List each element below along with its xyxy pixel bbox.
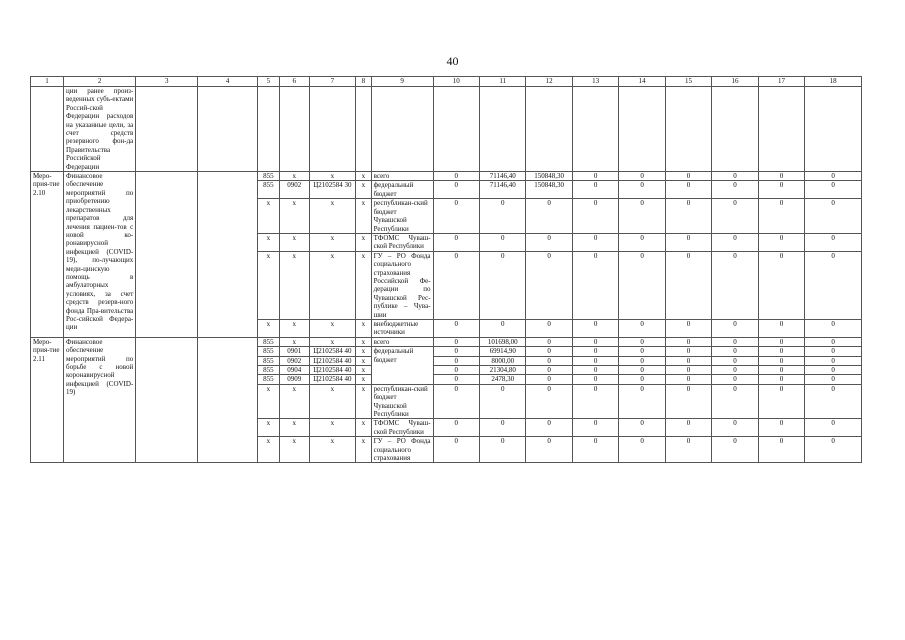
section-code: x bbox=[279, 319, 309, 337]
grbs-code: x bbox=[258, 419, 280, 437]
amount-value: 0 bbox=[480, 233, 526, 251]
section-code: x bbox=[279, 199, 309, 234]
grbs-code: x bbox=[258, 384, 280, 419]
amount-value: 0 bbox=[758, 437, 804, 463]
empty-cell bbox=[805, 87, 862, 172]
column-header-8: 8 bbox=[356, 77, 371, 87]
amount-value: 0 bbox=[619, 356, 665, 365]
column-header-6: 6 bbox=[279, 77, 309, 87]
amount-value: 0 bbox=[712, 337, 758, 346]
amount-value: 0 bbox=[665, 347, 711, 356]
empty-cell bbox=[136, 87, 198, 172]
expense-type-code: x bbox=[356, 384, 371, 419]
amount-value: 0 bbox=[665, 366, 711, 375]
amount-value: 0 bbox=[433, 356, 479, 365]
target-article-code: x bbox=[309, 319, 355, 337]
amount-value: 0 bbox=[805, 337, 862, 346]
column-header-17: 17 bbox=[758, 77, 804, 87]
empty-cell bbox=[31, 87, 64, 172]
amount-value: 0 bbox=[480, 419, 526, 437]
section-code: x bbox=[279, 251, 309, 319]
amount-value: 0 bbox=[433, 181, 479, 199]
funding-source: ТФОМС Чуваш-ской Республики bbox=[371, 419, 433, 437]
amount-value: 0 bbox=[526, 375, 572, 384]
amount-value: 2478,30 bbox=[480, 375, 526, 384]
amount-value: 0 bbox=[433, 251, 479, 319]
expense-type-code: x bbox=[356, 419, 371, 437]
expense-type-code: x bbox=[356, 337, 371, 346]
amount-value: 0 bbox=[712, 356, 758, 365]
amount-value: 0 bbox=[619, 375, 665, 384]
amount-value: 0 bbox=[712, 384, 758, 419]
empty-cell bbox=[526, 87, 572, 172]
grbs-code: x bbox=[258, 233, 280, 251]
column-header-11: 11 bbox=[480, 77, 526, 87]
amount-value: 0 bbox=[433, 172, 479, 181]
event-label: Меро-прия-тие 2.11 bbox=[31, 337, 64, 463]
amount-value: 0 bbox=[480, 384, 526, 419]
amount-value: 0 bbox=[572, 172, 618, 181]
section-code: 0901 bbox=[279, 347, 309, 356]
amount-value: 0 bbox=[619, 384, 665, 419]
amount-value: 0 bbox=[805, 233, 862, 251]
amount-value: 0 bbox=[758, 199, 804, 234]
amount-value: 0 bbox=[712, 199, 758, 234]
amount-value: 0 bbox=[712, 347, 758, 356]
column-header-3: 3 bbox=[136, 77, 198, 87]
expense-type-code: x bbox=[356, 437, 371, 463]
column-header-4: 4 bbox=[198, 77, 258, 87]
target-article-code: Ц2102584 40 bbox=[309, 366, 355, 375]
amount-value: 0 bbox=[758, 319, 804, 337]
amount-value: 0 bbox=[619, 337, 665, 346]
amount-value: 0 bbox=[712, 419, 758, 437]
expense-type-code: x bbox=[356, 251, 371, 319]
amount-value: 0 bbox=[712, 319, 758, 337]
amount-value: 0 bbox=[619, 251, 665, 319]
column-header-7: 7 bbox=[309, 77, 355, 87]
target-article-code: x bbox=[309, 384, 355, 419]
expense-type-code: x bbox=[356, 356, 371, 365]
amount-value: 0 bbox=[480, 251, 526, 319]
amount-value: 0 bbox=[433, 319, 479, 337]
table-row bbox=[31, 337, 862, 346]
amount-value: 0 bbox=[480, 199, 526, 234]
column-header-10: 10 bbox=[433, 77, 479, 87]
amount-value: 0 bbox=[805, 375, 862, 384]
target-article-code: x bbox=[309, 419, 355, 437]
section-code: 0909 bbox=[279, 375, 309, 384]
funding-source: ТФОМС Чуваш-ской Республики bbox=[371, 233, 433, 251]
amount-value: 0 bbox=[712, 233, 758, 251]
amount-value: 0 bbox=[572, 337, 618, 346]
empty-cell bbox=[480, 87, 526, 172]
section-code: x bbox=[279, 437, 309, 463]
amount-value: 0 bbox=[805, 199, 862, 234]
amount-value: 0 bbox=[480, 437, 526, 463]
amount-value: 0 bbox=[712, 172, 758, 181]
grbs-code: x bbox=[258, 199, 280, 234]
empty-cell bbox=[433, 87, 479, 172]
amount-value: 0 bbox=[805, 181, 862, 199]
amount-value: 0 bbox=[572, 437, 618, 463]
amount-value: 0 bbox=[572, 347, 618, 356]
amount-value: 0 bbox=[712, 375, 758, 384]
continuation-row bbox=[31, 87, 862, 172]
funding-source: федеральный бюджет bbox=[371, 347, 433, 385]
amount-value: 0 bbox=[665, 181, 711, 199]
amount-value: 21304,80 bbox=[480, 366, 526, 375]
amount-value: 0 bbox=[433, 347, 479, 356]
amount-value: 0 bbox=[572, 384, 618, 419]
amount-value: 0 bbox=[572, 419, 618, 437]
grbs-code: 855 bbox=[258, 356, 280, 365]
amount-value: 0 bbox=[758, 366, 804, 375]
amount-value: 0 bbox=[433, 366, 479, 375]
amount-value: 0 bbox=[665, 375, 711, 384]
section-code: x bbox=[279, 233, 309, 251]
event-label: Меро-прия-тие 2.10 bbox=[31, 172, 64, 338]
amount-value: 0 bbox=[619, 366, 665, 375]
amount-value: 0 bbox=[572, 181, 618, 199]
target-article-code: x bbox=[309, 233, 355, 251]
grbs-code: 855 bbox=[258, 181, 280, 199]
amount-value: 0 bbox=[433, 199, 479, 234]
grbs-code: 855 bbox=[258, 347, 280, 356]
amount-value: 0 bbox=[572, 199, 618, 234]
amount-value: 0 bbox=[526, 437, 572, 463]
empty-cell bbox=[619, 87, 665, 172]
amount-value: 0 bbox=[572, 233, 618, 251]
amount-value: 0 bbox=[572, 319, 618, 337]
expense-type-code: x bbox=[356, 366, 371, 375]
funding-source: ГУ – РО Фонда социального страхования bbox=[371, 437, 433, 463]
amount-value: 0 bbox=[805, 384, 862, 419]
target-article-code: Ц2102584 40 bbox=[309, 356, 355, 365]
amount-value: 0 bbox=[619, 319, 665, 337]
expense-type-code: x bbox=[356, 233, 371, 251]
amount-value: 71146,40 bbox=[480, 172, 526, 181]
empty-cell bbox=[198, 337, 258, 463]
amount-value: 0 bbox=[526, 233, 572, 251]
page-number: 40 bbox=[446, 54, 459, 68]
empty-cell bbox=[198, 172, 258, 338]
amount-value: 0 bbox=[805, 251, 862, 319]
amount-value: 0 bbox=[805, 437, 862, 463]
section-code: x bbox=[279, 384, 309, 419]
empty-cell bbox=[136, 172, 198, 338]
amount-value: 0 bbox=[758, 375, 804, 384]
empty-cell bbox=[572, 87, 618, 172]
amount-value: 0 bbox=[526, 251, 572, 319]
amount-value: 0 bbox=[526, 356, 572, 365]
column-header-13: 13 bbox=[572, 77, 618, 87]
empty-cell bbox=[665, 87, 711, 172]
column-header-1: 1 bbox=[31, 77, 64, 87]
amount-value: 0 bbox=[526, 384, 572, 419]
empty-cell bbox=[309, 87, 355, 172]
column-header-9: 9 bbox=[371, 77, 433, 87]
target-article-code: x bbox=[309, 172, 355, 181]
amount-value: 0 bbox=[433, 337, 479, 346]
target-article-code: Ц2102584 40 bbox=[309, 347, 355, 356]
amount-value: 0 bbox=[805, 356, 862, 365]
amount-value: 0 bbox=[433, 375, 479, 384]
amount-value: 0 bbox=[665, 337, 711, 346]
section-code: 0904 bbox=[279, 366, 309, 375]
section-code: x bbox=[279, 419, 309, 437]
amount-value: 0 bbox=[526, 337, 572, 346]
column-header-18: 18 bbox=[805, 77, 862, 87]
column-header-15: 15 bbox=[665, 77, 711, 87]
amount-value: 8000,00 bbox=[480, 356, 526, 365]
amount-value: 0 bbox=[572, 251, 618, 319]
amount-value: 0 bbox=[526, 366, 572, 375]
expense-type-code: x bbox=[356, 199, 371, 234]
section-code: x bbox=[279, 337, 309, 346]
amount-value: 0 bbox=[805, 319, 862, 337]
target-article-code: x bbox=[309, 437, 355, 463]
expense-type-code: x bbox=[356, 172, 371, 181]
amount-value: 0 bbox=[526, 419, 572, 437]
amount-value: 0 bbox=[526, 347, 572, 356]
amount-value: 0 bbox=[665, 356, 711, 365]
amount-value: 0 bbox=[665, 319, 711, 337]
amount-value: 0 bbox=[433, 419, 479, 437]
empty-cell bbox=[371, 87, 433, 172]
column-header-16: 16 bbox=[712, 77, 758, 87]
funding-source: республикан-ский бюджет Чувашской Республики bbox=[371, 199, 433, 234]
event-name: Финансовое обеспечение мероприятий по борьбе с новой коронавирусной инфекцией (COVID-19) bbox=[64, 337, 136, 463]
funding-source: всего bbox=[371, 172, 433, 181]
empty-cell bbox=[279, 87, 309, 172]
grbs-code: x bbox=[258, 319, 280, 337]
amount-value: 0 bbox=[712, 181, 758, 199]
amount-value: 0 bbox=[758, 384, 804, 419]
amount-value: 0 bbox=[665, 437, 711, 463]
empty-cell bbox=[356, 87, 371, 172]
amount-value: 0 bbox=[712, 437, 758, 463]
grbs-code: 855 bbox=[258, 337, 280, 346]
amount-value: 0 bbox=[619, 347, 665, 356]
amount-value: 0 bbox=[805, 419, 862, 437]
empty-cell bbox=[198, 87, 258, 172]
amount-value: 0 bbox=[665, 419, 711, 437]
amount-value: 0 bbox=[433, 233, 479, 251]
amount-value: 0 bbox=[433, 384, 479, 419]
amount-value: 0 bbox=[572, 356, 618, 365]
amount-value: 0 bbox=[805, 172, 862, 181]
column-header-12: 12 bbox=[526, 77, 572, 87]
event-name: Финансовое обеспечение мероприятий по приобретению лекарственных препаратов для лечения пациен-тов с новой ко-ронавирусной инфекцией (COVID-19), по-лучающих меди-цинскую помощь в амбулаторных условиях, за счет средств резерв-ного фонда Пра-вительства Рос-сийской Федера-ции bbox=[64, 172, 136, 338]
table-row bbox=[31, 172, 862, 181]
amount-value: 71146,40 bbox=[480, 181, 526, 199]
amount-value: 0 bbox=[619, 233, 665, 251]
funding-source: всего bbox=[371, 337, 433, 346]
amount-value: 0 bbox=[619, 437, 665, 463]
amount-value: 0 bbox=[712, 251, 758, 319]
empty-cell bbox=[258, 87, 280, 172]
section-code: 0902 bbox=[279, 356, 309, 365]
target-article-code: Ц2102584 30 bbox=[309, 181, 355, 199]
amount-value: 0 bbox=[758, 347, 804, 356]
target-article-code: x bbox=[309, 199, 355, 234]
amount-value: 69914,90 bbox=[480, 347, 526, 356]
grbs-code: 855 bbox=[258, 375, 280, 384]
amount-value: 0 bbox=[665, 251, 711, 319]
amount-value: 0 bbox=[572, 375, 618, 384]
amount-value: 150848,30 bbox=[526, 181, 572, 199]
program-table bbox=[30, 76, 862, 463]
funding-source: внебюджетные источники bbox=[371, 319, 433, 337]
continuation-text: ции ранее произ-веденных субъ-ектами Россий-ской Федерации расходов на указанные цели, за счет средств резервного фон-да Правительства Российской Федерации bbox=[64, 87, 136, 172]
funding-source: федеральный бюджет bbox=[371, 181, 433, 199]
amount-value: 150848,30 bbox=[526, 172, 572, 181]
section-code: x bbox=[279, 172, 309, 181]
amount-value: 0 bbox=[526, 199, 572, 234]
expense-type-code: x bbox=[356, 375, 371, 384]
amount-value: 0 bbox=[758, 251, 804, 319]
expense-type-code: x bbox=[356, 181, 371, 199]
grbs-code: x bbox=[258, 251, 280, 319]
section-code: 0902 bbox=[279, 181, 309, 199]
empty-cell bbox=[712, 87, 758, 172]
amount-value: 0 bbox=[805, 366, 862, 375]
amount-value: 0 bbox=[758, 337, 804, 346]
column-header-2: 2 bbox=[64, 77, 136, 87]
empty-cell bbox=[758, 87, 804, 172]
amount-value: 0 bbox=[665, 384, 711, 419]
funding-source: ГУ – РО Фонда социального страхования Российской Фе-дерации по Чувашской Рес-публике – Чува-шии bbox=[371, 251, 433, 319]
amount-value: 0 bbox=[572, 366, 618, 375]
amount-value: 0 bbox=[712, 366, 758, 375]
amount-value: 0 bbox=[433, 437, 479, 463]
amount-value: 0 bbox=[758, 419, 804, 437]
amount-value: 0 bbox=[619, 419, 665, 437]
column-header-5: 5 bbox=[258, 77, 280, 87]
amount-value: 0 bbox=[665, 172, 711, 181]
column-header-14: 14 bbox=[619, 77, 665, 87]
expense-type-code: x bbox=[356, 319, 371, 337]
amount-value: 101698,00 bbox=[480, 337, 526, 346]
grbs-code: x bbox=[258, 437, 280, 463]
target-article-code: Ц2102584 40 bbox=[309, 375, 355, 384]
amount-value: 0 bbox=[758, 172, 804, 181]
amount-value: 0 bbox=[805, 347, 862, 356]
column-header-row bbox=[31, 77, 862, 87]
empty-cell bbox=[136, 337, 198, 463]
grbs-code: 855 bbox=[258, 172, 280, 181]
amount-value: 0 bbox=[526, 319, 572, 337]
grbs-code: 855 bbox=[258, 366, 280, 375]
funding-source: республикан-ский бюджет Чувашской Республики bbox=[371, 384, 433, 419]
amount-value: 0 bbox=[619, 181, 665, 199]
amount-value: 0 bbox=[665, 233, 711, 251]
amount-value: 0 bbox=[758, 181, 804, 199]
amount-value: 0 bbox=[480, 319, 526, 337]
expense-type-code: x bbox=[356, 347, 371, 356]
amount-value: 0 bbox=[758, 356, 804, 365]
target-article-code: x bbox=[309, 337, 355, 346]
amount-value: 0 bbox=[758, 233, 804, 251]
amount-value: 0 bbox=[619, 199, 665, 234]
amount-value: 0 bbox=[665, 199, 711, 234]
amount-value: 0 bbox=[619, 172, 665, 181]
target-article-code: x bbox=[309, 251, 355, 319]
